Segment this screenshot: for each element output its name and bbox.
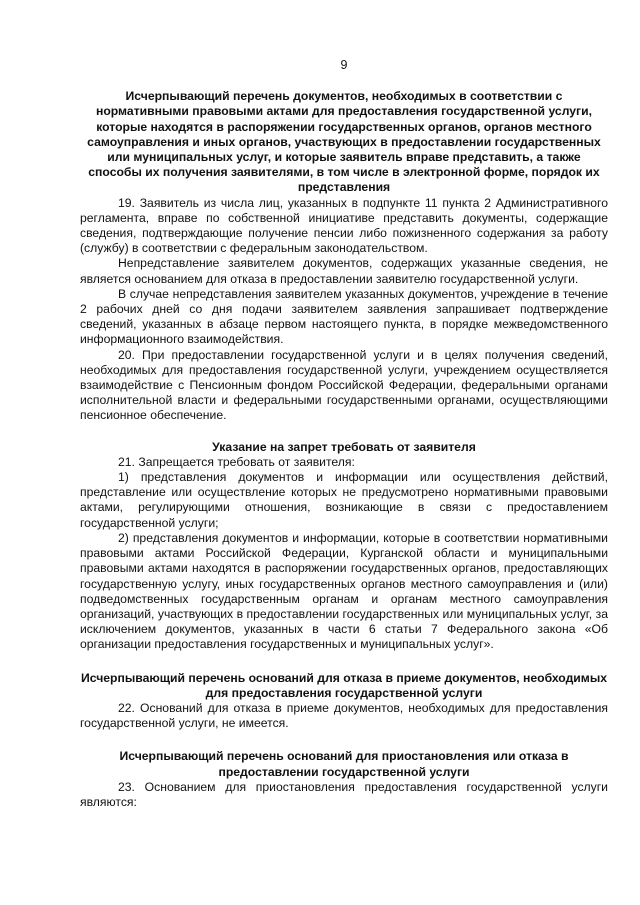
section-gap [80,424,608,440]
section-gap [80,731,608,749]
paragraph-20: 20. При предоставлении государственной услуги и в целях получения сведений, необходимых для предоставления государственной услуги, учреждением осуществляется взаимодействие с Пенсионным фондом Российской Федерации, федеральными органами исполнительной власти и федеральными государственными органами, осуществляющими пенсионное обеспечение. [80,347,608,423]
section-heading-refusal-acceptance: Исчерпывающий перечень оснований для отказа в приеме документов, необходимых для предоставления государственной услуги [80,670,608,700]
paragraph-21-item-1: 1) представления документов и информации или осуществления действий, представление или осуществление которых не предусмотрено нормативными правовыми актами, регулирующими отношения, возникающие в связи с предоставлением государственной услуги; [80,470,608,530]
section-gap [80,653,608,671]
section-heading-documents-list: Исчерпывающий перечень документов, необходимых в соответствии с нормативными правовыми актами для предоставления государственной услуги, которые находятся в распоряжении государственных органов, органов местного самоуправления и иных органов, участвующих в предоставлении государственных или муниципальных услуг, и которые заявитель вправе представить, а также способы их получения заявителями, в том числе в электронной форме, порядок их представления [87,89,601,195]
section-heading-suspension: Исчерпывающий перечень оснований для приостановления или отказа в предоставлении государственной услуги [119,749,569,779]
paragraph-non-submission: Непредставление заявителем документов, содержащих указанные сведения, не является основанием для отказа в предоставлении заявителю государственной услуги. [80,256,608,286]
paragraph-19: 19. Заявитель из числа лиц, указанных в подпункте 11 пункта 2 Административного регламента, вправе по собственной инициативе представить документы, содержащие сведения, подтверждающие получение пенсии либо пожизненного содержания за работу (службу) в соответствии с федеральным законодательством. [80,195,608,256]
section-heading-prohibition: Указание на запрет требовать от заявителя [212,439,476,454]
paragraph-22: 22. Оснований для отказа в приеме документов, необходимых для предоставления государственной услуги, не имеется. [80,700,608,731]
paragraph-21: 21. Запрещается требовать от заявителя: [118,454,355,469]
page-number: 9 [340,58,348,72]
paragraph-23: 23. Основанием для приостановления предоставления государственной услуги являются: [80,779,608,809]
document-page [80,58,608,810]
paragraph-21-item-2: 2) представления документов и информации, которые в соответствии нормативными правовыми актами Российской Федерации, Курганской области и муниципальными правовыми актами находятся в распоряжении государственных органов, предоставляющих государственную услугу, иных государственных органов местного самоуправления и (или) подведомственных государственным органам и органам местного самоуправления организаций, участвующих в предоставлении государственных или муниципальных услуг, за исключением документов, указанных в части 6 статьи 7 Федерального закона «Об организации предоставления государственных и муниципальных услуг». [80,530,608,652]
paragraph-interagency-request: В случае непредставления заявителем указанных документов, учреждение в течение 2 рабочих дней со дня подачи заявителем заявления запрашивает подтверждение сведений, указанных в абзаце первом настоящего пункта, в порядке межведомственного информационного взаимодействия. [80,286,608,347]
